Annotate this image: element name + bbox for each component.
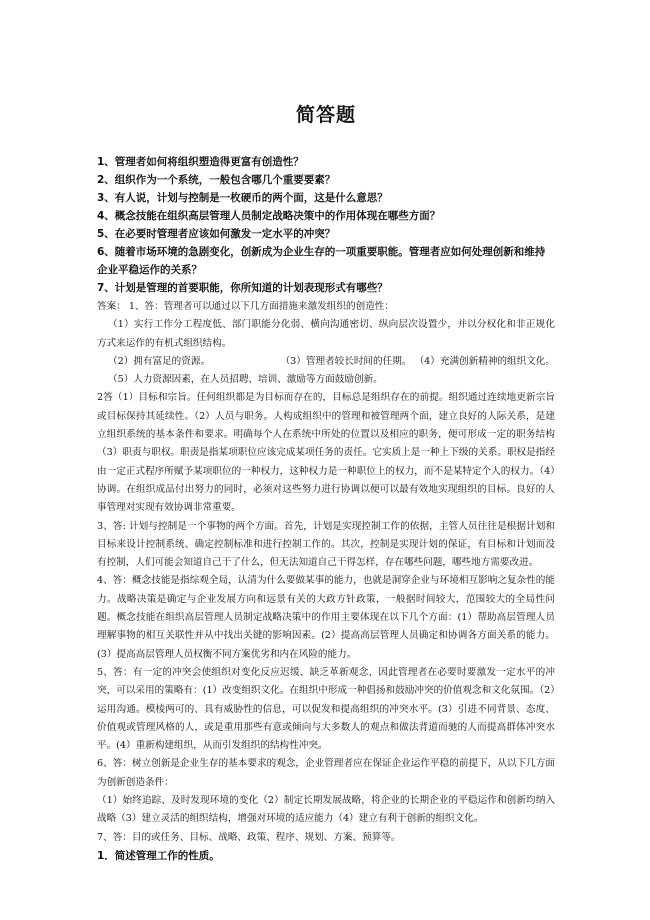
answer-section	[97, 298, 555, 847]
question-item: 7、计划是管理的首要职能，你所知道的计划表现形式有哪些？	[97, 282, 388, 294]
question-item: 2、组织作为一个系统，一般包含哪几个重要要素？	[97, 174, 336, 186]
answer-1-points-row	[97, 353, 555, 371]
answer-1-point-2: （2）拥有富足的资源。	[108, 355, 211, 367]
question-item: 1、管理者如何将组织塑造得更富有创造性？	[97, 156, 304, 168]
answer-4: 4、答：概念技能是指综观全局，认清为什么要做某事的能力，也就是洞穿企业与环境相互影响之复杂性的能力。战略决策是确定与企业发展方向和远景有关的大政方针政策，一般据时间较大，范围较大的全局性问题。概念技能在组织高层管理人员制定战略决策中的作用主要体现在以下几个方面：(1）帮助高层管理人员理解事物的相互关联性并从中找出关键的影响因素。(2）提高高层管理人员确定和协调各方面关系的能力。(3）提高高层管理人员权衡不同方案优劣和内在风险的能力。	[97, 575, 555, 660]
answer-1-point-5: （5）人力资源因素，在人员招聘、培训、激励等方面鼓励创新。	[108, 374, 383, 386]
next-section-heading: 1．简述管理工作的性质。	[97, 849, 220, 862]
answer-1-point-4: （4）充满创新精神的组织文化。	[414, 355, 555, 367]
question-item: 3、有人说，计划与控制是一枚硬币的两个面，这是什么意思？	[97, 192, 388, 204]
question-item: 5、在必要时管理者应该如何激发一定水平的冲突？	[97, 228, 336, 240]
answer-5: 5、答：有一定的冲突会使组织对变化反应迟缓、缺乏革新观念，因此管理者在必要时要激发一定水平的冲突，可以采用的策略有：(1）改变组织文化。在组织中形成一种倡扬和鼓励冲突的价值观念和文化氛围。（2）运用沟通。模棱两可的、具有威胁性的信息，可以促发和提高组织的冲突水平。(3）引进不同背景、态度、价值观或管理风格的人，或是重用那些有意或倾向与大多数人的观点和做法背道而驰的人而提高群体冲突水平。(4）重新构建组织，从而引发组织的结构性冲突。	[97, 666, 555, 752]
document-page	[97, 100, 555, 865]
question-list	[97, 153, 555, 297]
answer-1-point-3: （3）管理者较长时间的任期。	[280, 355, 412, 367]
answer-7: 7、答：目的或任务、目标、战略、政策、程序、规划、方案、预算等。	[97, 831, 401, 843]
answer-2: 2答（1）目标和宗旨。任何组织都是为目标而存在的，目标总是组织存在的前提。组织通过连续地更新宗旨或目标保持其延续性。（2）人员与职务。人构成组织中的管理和被管理两个面，建立良好的人际关系，是建立组织系统的基本条件和要求。明确每个人在系统中所处的位置以及相应的职务，便可形成一定的职务结构（3）职责与职权。职责是指某项职位应该完成某项任务的责任。它实质上是一种上下级的关系。职权是指经由一定正式程序所赋予某项职位的一种权力，这种权力是一种职位上的权力，而不是某特定个人的权力。（4）协调。在组织成品付出努力的同时，必须对这些努力进行协调以便可以最有效地实现组织的目标。良好的人事管理对实现有效协调非常重要。	[97, 392, 555, 514]
answer-6-intro: 6、答：树立创新是企业生存的基本要求的观念，企业管理者应在保证企业运作平稳的前提下，从以下几方面为创新创造条件：	[97, 758, 555, 788]
answer-6-body: （1）始终追踪、及时发现环境的变化（2）制定长期发展战略，将企业的长期企业的平稳运作和创新均纳入战略（3）建立灵活的组织结构，增强对环境的适应能力（4）建立有利于创新的组织文化。	[97, 795, 555, 825]
page-title: 简答题	[295, 104, 356, 126]
answer-1-intro: 答案： 1、答：管理者可以通过以下几方面措施来激发组织的创造性：	[97, 301, 394, 312]
question-item: 4、概念技能在组织高层管理人员制定战略决策中的作用体现在哪些方面？	[97, 210, 441, 222]
question-item: 6、随着市场环境的急剧变化，创新成为企业生存的一项重要职能。管理者应如何处理创新和维持企业平稳运作的关系？	[97, 246, 546, 276]
answer-1-point-1: （1）实行工作分工程度低、部门职能分化弱、横向沟通密切、纵向层次设置少，并以分权化和非正规化方式来运作的有机式组织结构。	[97, 319, 555, 349]
answer-3: 3、答: 计划与控制是一个事物的两个方面。首先，计划是实现控制工作的依据，主管人员往往是根据计划和目标来设计控制系统、确定控制标准和进行控制工作的。其次，控制是实现计划的保证，有目标和计划而没有控制，人们可能会知道自己干了什么，但无法知道自己干得怎样，存在哪些问题，哪些地方需要改进。	[97, 520, 555, 569]
